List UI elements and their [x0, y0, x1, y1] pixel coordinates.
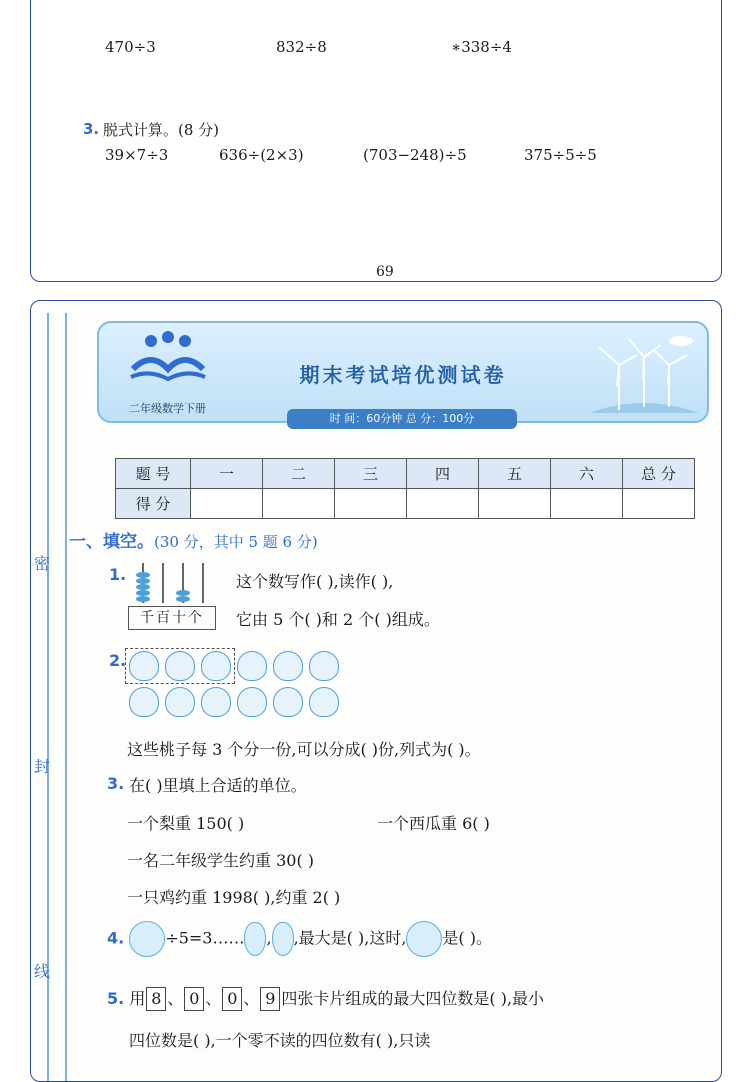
peach-icon — [129, 687, 159, 717]
question-3-title: 脱式计算。(8 分) — [103, 121, 220, 139]
q4-line — [107, 921, 492, 957]
peach-icon — [237, 687, 267, 717]
score-table — [115, 458, 695, 519]
q5-line-1: 5. 用 8 、 0 、 0 、 9 四张卡片组成的最大四位数是( ),最小 — [107, 986, 544, 1011]
q4-part-1: ÷5=3…… — [165, 928, 245, 948]
digit-card: 0 — [184, 987, 204, 1011]
score-cell[interactable] — [551, 489, 623, 519]
q3-item-a: 一个梨重 150( ) — [127, 814, 245, 833]
q5-line-2: 四位数是( ),一个零不读的四位数有( ),只读 — [129, 1031, 431, 1050]
section-heading — [69, 527, 318, 552]
q3-item-b: 一个西瓜重 6( ) — [377, 814, 490, 833]
q4-part-2: , — [266, 928, 272, 948]
peach-icon — [309, 651, 339, 681]
margin-line — [65, 313, 67, 1081]
peach-icon — [273, 651, 303, 681]
calc-item-4: 375÷5÷5 — [524, 146, 597, 164]
score-row-label: 得 分 — [116, 489, 191, 519]
exam-time-score: 时 间：60分钟 总 分：100分 — [287, 409, 517, 429]
q5-pre: 用 — [129, 989, 146, 1008]
apple-icon — [129, 921, 165, 957]
expr-2: 832÷8 — [276, 38, 327, 56]
expr-1: 470÷3 — [105, 38, 156, 56]
score-header-cell: 四 — [407, 459, 479, 489]
score-cell[interactable] — [263, 489, 335, 519]
score-header-cell: 一 — [191, 459, 263, 489]
peach-icon — [201, 687, 231, 717]
peach-icon — [273, 687, 303, 717]
score-cell[interactable] — [191, 489, 263, 519]
pear-icon — [244, 922, 266, 956]
apple-icon — [406, 921, 442, 957]
windmill-icon — [589, 335, 699, 415]
exam-title: 期末考试培优测试卷 — [299, 363, 507, 387]
score-cell[interactable] — [479, 489, 551, 519]
calc-item-2: 636÷(2×3) — [219, 146, 304, 164]
q4-part-3: ,最大是( ),这时, — [293, 928, 407, 948]
grade-label: 二年级数学下册 — [129, 402, 206, 415]
q3-item-d: 一只鸡约重 1998( ),约重 2( ) — [127, 888, 341, 907]
q1-line-1: 这个数写作( ),读作( ), — [236, 572, 394, 591]
seal-char-2: 封 — [34, 757, 51, 776]
seal-char-1: 密 — [34, 554, 51, 573]
page-number: 69 — [376, 264, 394, 280]
exam-banner — [97, 321, 709, 423]
q5-post: 四张卡片组成的最大四位数是( ),最小 — [281, 989, 545, 1008]
digit-card: 9 — [260, 987, 280, 1011]
q1-number: 1. — [109, 565, 127, 584]
question-3-number: 3. — [83, 120, 100, 138]
score-cell[interactable] — [407, 489, 479, 519]
q4-number: 4. — [107, 928, 125, 948]
digit-card: 8 — [146, 987, 166, 1011]
calc-item-1: 39×7÷3 — [105, 146, 169, 164]
score-header-cell: 二 — [263, 459, 335, 489]
peach-icon — [165, 687, 195, 717]
score-header-cell: 五 — [479, 459, 551, 489]
score-header-cell: 六 — [551, 459, 623, 489]
q2-text: 这些桃子每 3 个分一份,可以分成( )份,列式为( )。 — [127, 740, 481, 759]
score-header-cell: 三 — [335, 459, 407, 489]
abacus-place-labels: 千百十个 — [128, 606, 216, 630]
seal-char-3: 线 — [34, 962, 51, 981]
digit-card: 0 — [222, 987, 242, 1011]
pear-icon — [272, 922, 294, 956]
q2-number: 2. — [109, 651, 127, 670]
peach-icon — [165, 651, 195, 681]
q3-item-c: 一名二年级学生约重 30( ) — [127, 851, 315, 870]
bottom-page — [30, 300, 722, 1082]
peach-icon — [201, 651, 231, 681]
peach-icon — [309, 687, 339, 717]
expr-3: ∗338÷4 — [451, 38, 512, 56]
peach-icon — [237, 651, 267, 681]
peach-icon — [129, 651, 159, 681]
score-cell[interactable] — [623, 489, 695, 519]
section-points: (30 分，其中 5 题 6 分) — [154, 533, 318, 551]
score-header-cell: 总 分 — [623, 459, 695, 489]
top-page — [30, 0, 722, 282]
section-title: 一、填空。 — [69, 532, 154, 552]
abacus-icon — [131, 559, 211, 605]
score-header-cell: 题 号 — [116, 459, 191, 489]
q4-part-4: 是( )。 — [442, 928, 492, 948]
calc-item-3: (703−248)÷5 — [363, 146, 467, 164]
q1-line-2: 它由 5 个( )和 2 个( )组成。 — [236, 610, 440, 629]
q3-title: 在( )里填上合适的单位。 — [129, 776, 307, 795]
q3-number: 3. — [107, 774, 125, 793]
q5-number: 5. — [107, 989, 125, 1008]
score-cell[interactable] — [335, 489, 407, 519]
